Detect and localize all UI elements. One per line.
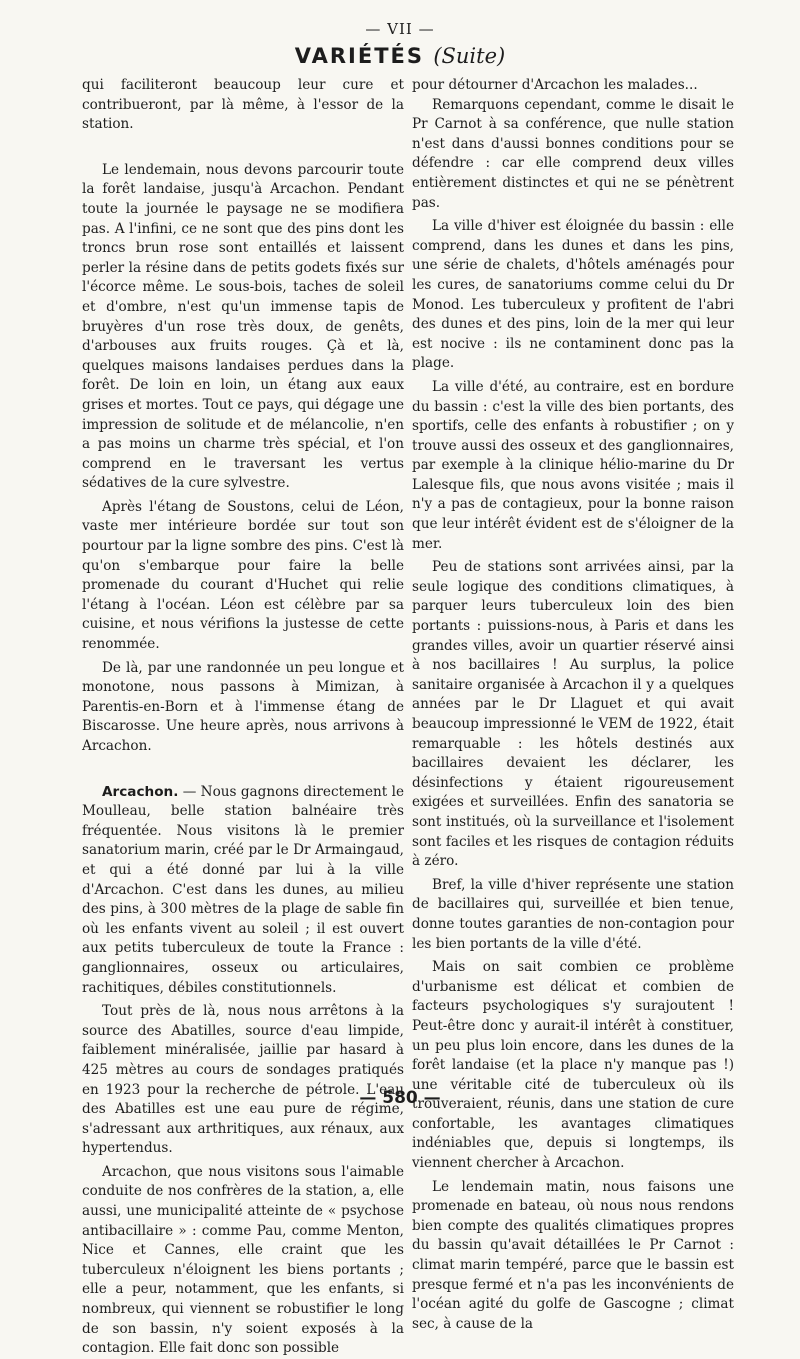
paragraph-arcachon (82, 783, 404, 999)
section-subtitle: (Suite) (433, 44, 506, 68)
page-number-bottom: — 580 — (359, 1088, 441, 1108)
paragraph: Mais on sait combien ce problème d'urbanisme est délicat et combien de facteurs psychologiques s'y surajoutent ! Peut-être donc y aurait-il intérêt à constituer, un peu plus loin encore, dans les dunes de la forêt landaise (et la place n'y manque pas !) une véritable cité de tuberculeux où ils trouveraient, réunis, dans une station de cure confortable, les avantages climatiques indéniables que, depuis si longtemps, ils viennent chercher à Arcachon. (412, 959, 734, 1172)
page-header (0, 0, 800, 70)
page-number-top: — VII — (365, 20, 435, 38)
paragraph: Bref, la ville d'hiver représente une station de bacillaires qui, surveillée et bien tenue, donne toutes garanties de non-contagion pour les bien portants de la ville d'été. (412, 876, 734, 952)
paragraph: Le lendemain matin, nous faisons une promenade en bateau, où nous nous rendons bien compte des qualités climatiques propres du bassin qu'avait détaillées le Pr Carnot : climat marin tempéré, parce que le bassin est presque fermé et n'a pas les inconvénients de l'océan agité du golfe de Gascogne ; climat sec, à cause de la (412, 1178, 734, 1332)
paragraph: Tout près de là, nous nous arrêtons à la source des Abatilles, source d'eau limpide, faiblement minéralisée, jaillie par hasard à 425 mètres au cours de sondages pratiqués en 1923 pour la recherche de pétrole. L'eau des Abatilles est une eau pure de régime, s'adressant aux arthritiques, aux rénaux, aux hypertendus. (82, 1003, 404, 1157)
paragraph: Le lendemain, nous devons parcourir toute la forêt landaise, jusqu'à Arcachon. Pendant toute la journée le paysage ne se modifiera pas. A l'infini, ce ne sont que des pins dont les troncs brun rose sont entaillés et laissent perler la résine dans de petits godets fixés sur l'écorce même. Le sous-bois, taches de soleil et d'ombre, n'est qu'un immense tapis de bruyères d'un rose très doux, de genêts, d'arbouses aux fruits rouges. Çà et là, quelques maisons landaises perdues dans la forêt. De loin en loin, un étang aux eaux grises et mortes. Tout ce pays, qui dégage une impression de solitude et de mélancolie, n'en a pas moins un charme très spécial, et l'on comprend en le traversant les vertus sédatives de la cure sylvestre. (82, 161, 404, 492)
paragraph-text: — Nous gagnons directement le Moulleau, belle station balnéaire très fréquentée. Nous visitons là le premier sanatorium marin, créé par le Dr Armaingaud, et qui a été donné par lui à la ville d'Arcachon. C'est dans les dunes, au milieu des pins, à 300 mètres de la plage de sable fin où les enfants vivent au soleil ; il est ouvert aux petits tuberculeux de toute la France : ganglionnaires, osseux ou articulaires, rachitiques, débiles constitutionnels. (82, 783, 404, 996)
paragraph: La ville d'hiver est éloignée du bassin : elle comprend, dans les dunes et dans les pins, une série de chalets, d'hôtels aménagés pour les cures, de sanatoriums comme celui du Dr Monod. Les tuberculeux y profitent de l'abri des dunes et des pins, loin de la mer qui leur est nocive : ils ne contaminent donc pas la plage. (412, 218, 734, 372)
section-title-text: VARIÉTÉS (294, 44, 424, 68)
paragraph: Peu de stations sont arrivées ainsi, par la seule logique des conditions climatiques, à parquer leurs tuberculeux loin des bien portants : puissions-nous, à Paris et dans les grandes villes, avoir un quartier réservé ainsi à nos bacillaires ! Au surplus, la police sanitaire organisée à Arcachon il y a quelques années par le Dr Llaguet et qui avait beaucoup impressionné le VEM de 1922, était remarquable : les hôtels destinés aux bacillaires devaient les déclarer, les désinfections y étaient rigoureusement exigées et surveillées. Enfin des sanatoria se sont institués, où la surveillance et l'isolement sont faciles et les risques de contagion réduits à zéro. (412, 559, 734, 870)
runin-heading: Arcachon. (102, 783, 179, 800)
paragraph: Remarquons cependant, comme le disait le Pr Carnot à sa conférence, que nulle station n'est dans d'aussi bonnes conditions pour se défendre : car elle comprend deux villes entièrement distinctes et qui ne se pénètrent pas. (412, 96, 734, 211)
paragraph: Arcachon, que nous visitons sous l'aimable conduite de nos confrères de la station, a, elle aussi, une municipalité atteinte de « psychose antibacillaire » : comme Pau, comme Menton, Nice et Cannes, elle craint que les tuberculeux n'éloignent les biens portants ; elle a peur, notamment, que les enfants, si nombreux, qui viennent se robustifier le long de son bassin, n'y soient exposés à la contagion. Elle fait donc son possible (82, 1163, 404, 1357)
left-column (82, 76, 404, 1359)
paragraph: pour détourner d'Arcachon les malades... (412, 77, 698, 93)
paragraph: De là, par une randonnée un peu longue et monotone, nous passons à Mimizan, à Parentis-en-Born et à l'immense étang de Biscarosse. Une heure après, nous arrivons à Arcachon. (82, 659, 404, 754)
paragraph: Après l'étang de Soustons, celui de Léon, vaste mer intérieure bordée sur tout son pourtour par la ligne sombre des pins. C'est là qu'on s'embarque pour faire la belle promenade du courant d'Huchet qui relie l'étang à l'océan. Léon est célèbre par sa cuisine, et nous vérifions la justesse de cette renommée. (82, 498, 404, 653)
paragraph: La ville d'été, au contraire, est en bordure du bassin : c'est la ville des bien portants, des sportifs, celle des enfants à robustifier ; on y trouve aussi des osseux et des ganglionnaires, par exemple à la clinique hélio-marine du Dr Lalesque fils, que nous avons visitée ; mais il n'y a pas de contagieux, pour la bonne raison que leur intérêt évident est de s'éloigner de la mer. (412, 378, 734, 552)
paragraph: qui faciliteront beaucoup leur cure et contribueront, par là même, à l'essor de la station. (82, 77, 404, 133)
section-title (0, 44, 800, 68)
